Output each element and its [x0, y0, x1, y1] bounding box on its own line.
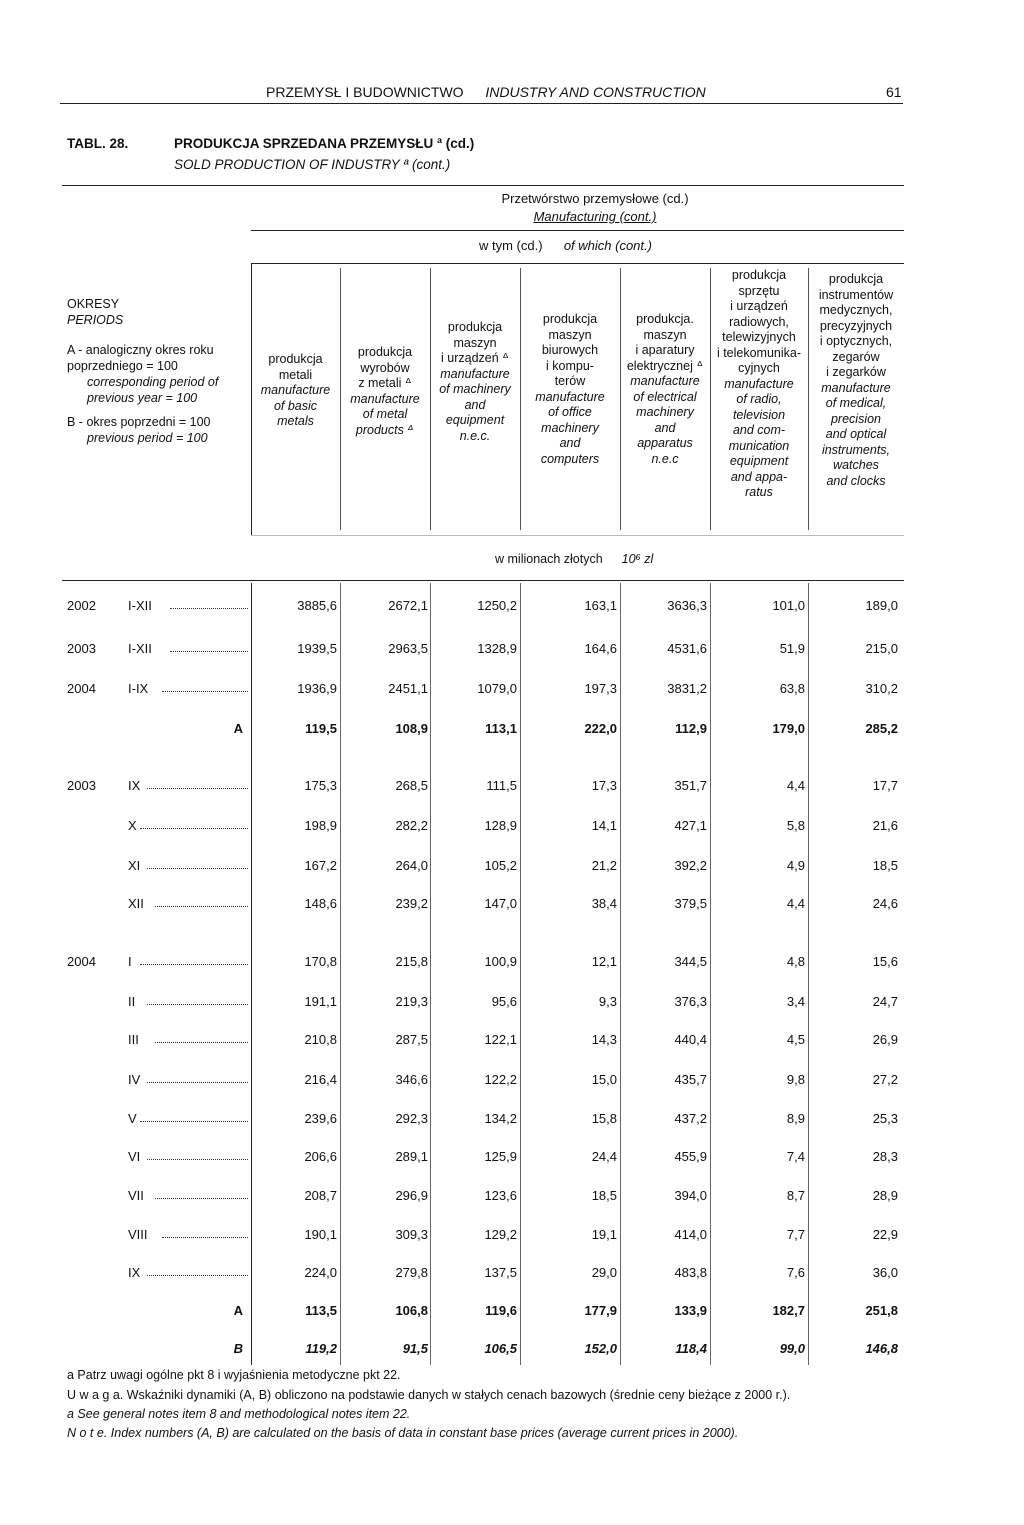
- header-rule: [60, 103, 903, 104]
- table-cell: 219,3: [395, 994, 428, 1009]
- table-cell: 282,2: [395, 818, 428, 833]
- row-leader-dots: [162, 691, 248, 692]
- table-cell: 215,0: [865, 641, 898, 656]
- table-top-rule: [62, 185, 904, 186]
- table-row: [0, 681, 1024, 701]
- table-cell: 4,4: [786, 778, 805, 793]
- row-year: 2002: [67, 598, 96, 613]
- table-cell: 100,9: [484, 954, 517, 969]
- table-cell: 264,0: [395, 858, 428, 873]
- table-cell: 3636,3: [667, 598, 707, 613]
- table-cell: 122,1: [484, 1032, 517, 1047]
- row-period: IX: [128, 1265, 141, 1280]
- table-cell: 134,2: [484, 1111, 517, 1126]
- table-cell: 133,9: [674, 1303, 707, 1318]
- stub-okresy: OKRESY: [67, 297, 120, 311]
- table-cell: 119,6: [485, 1303, 517, 1318]
- table-cell: 147,0: [484, 896, 517, 911]
- stub-periods: PERIODS: [67, 313, 124, 327]
- column-header-en: manufacture of electrical machinery and apparatus n.e.c: [630, 374, 700, 466]
- column-separator-header: [620, 268, 621, 530]
- table-cell: 351,7: [674, 778, 707, 793]
- column-header-pl: produkcja wyrobów z metali ᐞ: [357, 345, 413, 390]
- row-period: I-XII: [128, 598, 152, 613]
- row-leader-dots: [140, 1121, 248, 1122]
- table-number: TABL. 28.: [67, 136, 129, 151]
- table-cell: 2963,5: [388, 641, 428, 656]
- table-cell: 119,2: [305, 1341, 337, 1356]
- table-cell: 106,5: [484, 1341, 517, 1356]
- table-cell: 296,9: [395, 1188, 428, 1203]
- table-cell: 163,1: [584, 598, 617, 613]
- table-cell: 1250,2: [477, 598, 517, 613]
- table-cell: 123,6: [484, 1188, 517, 1203]
- table-cell: 310,2: [865, 681, 898, 696]
- row-leader-dots: [147, 788, 248, 789]
- row-period: I-XII: [128, 641, 152, 656]
- table-cell: 2672,1: [388, 598, 428, 613]
- row-period: X: [128, 818, 137, 833]
- table-row: [0, 954, 1024, 974]
- table-cell: 26,9: [872, 1032, 898, 1047]
- column-header-pl: produkcja metali: [268, 352, 323, 382]
- running-header: [266, 84, 706, 100]
- column-header-pl: produkcja maszyn i urządzeń ᐞ: [441, 320, 509, 365]
- row-leader-dots: [147, 868, 248, 869]
- stub-header: [67, 296, 247, 446]
- table-cell: 146,8: [865, 1341, 898, 1356]
- table-cell: 222,0: [584, 721, 617, 736]
- row-period: II: [128, 994, 136, 1009]
- table-cell: 14,1: [591, 818, 617, 833]
- table-cell: 18,5: [591, 1188, 617, 1203]
- table-row: [0, 641, 1024, 661]
- table-cell: 167,2: [304, 858, 337, 873]
- column-header-7: [808, 272, 904, 489]
- table-cell: 197,3: [584, 681, 617, 696]
- subgroup-pl: w tym (cd.): [479, 238, 543, 253]
- footnote: U w a g a. Wskaźniki dynamiki (A, B) obliczono na podstawie danych w stałych cenach bazowych (średnie ceny bieżące z 2000 r.).: [67, 1388, 791, 1402]
- table-cell: 51,9: [779, 641, 805, 656]
- row-leader-dots: [155, 1042, 248, 1043]
- header-bottom-rule: [62, 580, 904, 581]
- row-period: V: [128, 1111, 137, 1126]
- table-cell: 210,8: [304, 1032, 337, 1047]
- table-cell: 3885,6: [297, 598, 337, 613]
- table-cell: 1939,5: [297, 641, 337, 656]
- table-row: [0, 1341, 1024, 1361]
- column-separator-header: [520, 268, 521, 530]
- unit-label: [495, 552, 653, 566]
- stub-b-pl: B - okres poprzedni = 100: [67, 415, 211, 429]
- table-cell: 28,3: [872, 1149, 898, 1164]
- column-separator-header: [340, 268, 341, 530]
- column-header-4: [520, 312, 620, 467]
- table-cell: 14,3: [591, 1032, 617, 1047]
- table-cell: 101,0: [772, 598, 805, 613]
- row-period: A: [233, 1303, 243, 1318]
- row-year: 2004: [67, 954, 96, 969]
- table-cell: 18,5: [872, 858, 898, 873]
- table-cell: 279,8: [395, 1265, 428, 1280]
- table-cell: 7,6: [786, 1265, 805, 1280]
- column-header-3: [430, 320, 520, 444]
- table-cell: 4,5: [786, 1032, 805, 1047]
- table-cell: 1328,9: [477, 641, 517, 656]
- row-leader-dots: [147, 1159, 248, 1160]
- table-cell: 344,5: [674, 954, 707, 969]
- row-leader-dots: [147, 1082, 248, 1083]
- table-row: [0, 1032, 1024, 1052]
- table-cell: 22,9: [872, 1227, 898, 1242]
- table-cell: 112,9: [675, 721, 707, 736]
- table-row: [0, 721, 1024, 741]
- column-separator-header: [710, 268, 711, 530]
- table-cell: 177,9: [584, 1303, 617, 1318]
- table-row: [0, 1265, 1024, 1285]
- table-cell: 24,6: [872, 896, 898, 911]
- table-cell: 4,4: [786, 896, 805, 911]
- table-cell: 208,7: [304, 1188, 337, 1203]
- row-leader-dots: [162, 1237, 248, 1238]
- table-cell: 24,4: [591, 1149, 617, 1164]
- table-row: [0, 1149, 1024, 1169]
- table-cell: 175,3: [304, 778, 337, 793]
- unit-rule-top: [251, 535, 904, 536]
- column-header-en: manufacture of basic metals: [260, 383, 331, 428]
- table-cell: 111,5: [486, 778, 517, 793]
- column-header-en: manufacture of radio, television and com- munication equipment and appa- ratus: [724, 376, 794, 499]
- table-cell: 108,9: [395, 721, 428, 736]
- table-cell: 24,7: [872, 994, 898, 1009]
- table-cell: 15,6: [872, 954, 898, 969]
- subgroup-en: of which (cont.): [563, 238, 652, 253]
- table-cell: 19,1: [591, 1227, 617, 1242]
- stub-b-en: previous period = 100: [87, 431, 208, 445]
- row-leader-dots: [155, 906, 248, 907]
- column-header-2: [340, 345, 430, 438]
- table-cell: 105,2: [484, 858, 517, 873]
- table-cell: 170,8: [304, 954, 337, 969]
- table-cell: 129,2: [484, 1227, 517, 1242]
- table-cell: 7,4: [786, 1149, 805, 1164]
- table-cell: 379,5: [674, 896, 707, 911]
- table-cell: 152,0: [584, 1341, 617, 1356]
- page-number: 61: [886, 84, 902, 100]
- table-cell: 251,8: [865, 1303, 898, 1318]
- column-header-en: manufacture of office machinery and computers: [535, 389, 605, 466]
- row-period: A: [233, 721, 243, 736]
- table-cell: 99,0: [779, 1341, 805, 1356]
- table-cell: 289,1: [395, 1149, 428, 1164]
- table-cell: 414,0: [674, 1227, 707, 1242]
- table-cell: 29,0: [591, 1265, 617, 1280]
- table-cell: 122,2: [484, 1072, 517, 1087]
- table-cell: 9,8: [786, 1072, 805, 1087]
- column-header-1: [251, 352, 340, 430]
- table-cell: 8,9: [786, 1111, 805, 1126]
- column-header-6: [710, 268, 808, 501]
- table-cell: 4,8: [786, 954, 805, 969]
- row-period: I: [128, 954, 132, 969]
- row-period: XII: [128, 896, 144, 911]
- table-cell: 17,3: [591, 778, 617, 793]
- column-header-pl: produkcja sprzętu i urządzeń radiowych, telewizyjnych i telekomunika- cyjnych: [716, 268, 802, 375]
- column-header-en: manufacture of machinery and equipment n.e.c.: [439, 366, 511, 443]
- table-cell: 15,8: [591, 1111, 617, 1126]
- table-cell: 1936,9: [297, 681, 337, 696]
- column-header-en: manufacture of metal products ᐞ: [350, 391, 420, 437]
- table-cell: 206,6: [304, 1149, 337, 1164]
- row-year: 2004: [67, 681, 96, 696]
- table-cell: 239,2: [395, 896, 428, 911]
- table-cell: 106,8: [395, 1303, 428, 1318]
- stub-a-en: corresponding period of previous year = 100: [87, 375, 219, 405]
- table-cell: 119,5: [305, 721, 337, 736]
- row-year: 2003: [67, 778, 96, 793]
- table-cell: 125,9: [484, 1149, 517, 1164]
- column-separator-header: [430, 268, 431, 530]
- table-cell: 376,3: [674, 994, 707, 1009]
- table-cell: 3831,2: [667, 681, 707, 696]
- table-cell: 285,2: [865, 721, 898, 736]
- row-period: VII: [128, 1188, 144, 1203]
- table-cell: 4531,6: [667, 641, 707, 656]
- table-cell: 440,4: [674, 1032, 707, 1047]
- table-cell: 190,1: [304, 1227, 337, 1242]
- table-row: [0, 896, 1024, 916]
- unit-pl: w milionach złotych: [495, 552, 603, 566]
- row-period: IV: [128, 1072, 141, 1087]
- table-cell: 25,3: [872, 1111, 898, 1126]
- row-period: XI: [128, 858, 141, 873]
- row-leader-dots: [170, 651, 248, 652]
- table-cell: 215,8: [395, 954, 428, 969]
- table-cell: 28,9: [872, 1188, 898, 1203]
- row-leader-dots: [140, 828, 248, 829]
- stub-a-pl: A - analogiczny okres roku poprzedniego = 100: [67, 343, 214, 373]
- column-header-pl: produkcja maszyn biurowych i kompu- terów: [541, 312, 599, 388]
- table-cell: 137,5: [484, 1265, 517, 1280]
- group-rule: [251, 230, 904, 231]
- table-cell: 15,0: [591, 1072, 617, 1087]
- table-cell: 9,3: [598, 994, 617, 1009]
- table-cell: 3,4: [786, 994, 805, 1009]
- table-cell: 118,4: [675, 1341, 707, 1356]
- footnote: N o t e. Index numbers (A, B) are calculated on the basis of data in constant base prices (average current prices in 2000).: [67, 1426, 739, 1440]
- table-cell: 427,1: [674, 818, 707, 833]
- table-row: [0, 1303, 1024, 1323]
- table-cell: 4,9: [786, 858, 805, 873]
- column-header-pl: produkcja. maszyn i aparatury elektrycznej ᐞ: [626, 312, 704, 373]
- footnote: a See general notes item 8 and methodological notes item 22.: [67, 1407, 411, 1421]
- table-row: [0, 1188, 1024, 1208]
- table-cell: 309,3: [395, 1227, 428, 1242]
- group-header-en: Manufacturing (cont.): [533, 209, 657, 224]
- header-section-pl: PRZEMYSŁ I BUDOWNICTWO: [266, 84, 464, 100]
- table-cell: 2451,1: [388, 681, 428, 696]
- table-row: [0, 994, 1024, 1014]
- table-cell: 182,7: [772, 1303, 805, 1318]
- table-cell: 189,0: [865, 598, 898, 613]
- column-header-pl: produkcja instrumentów medycznych, precyzyjnych i optycznych, zegarów i zegarków: [818, 272, 894, 379]
- table-cell: 191,1: [304, 994, 337, 1009]
- table-cell: 292,3: [395, 1111, 428, 1126]
- row-leader-dots: [147, 1275, 248, 1276]
- table-row: [0, 1072, 1024, 1092]
- column-header-5: [620, 312, 710, 467]
- table-cell: 21,6: [872, 818, 898, 833]
- table-cell: 12,1: [591, 954, 617, 969]
- row-leader-dots: [170, 608, 248, 609]
- table-cell: 1079,0: [477, 681, 517, 696]
- table-cell: 435,7: [674, 1072, 707, 1087]
- table-cell: 392,2: [674, 858, 707, 873]
- table-cell: 198,9: [304, 818, 337, 833]
- table-cell: 5,8: [786, 818, 805, 833]
- table-cell: 113,5: [305, 1303, 337, 1318]
- footnote: a Patrz uwagi ogólne pkt 8 i wyjaśnienia metodyczne pkt 22.: [67, 1368, 401, 1382]
- table-cell: 17,7: [872, 778, 898, 793]
- table-row: [0, 598, 1024, 618]
- table-cell: 21,2: [591, 858, 617, 873]
- column-separator-header: [251, 263, 252, 535]
- table-cell: 437,2: [674, 1111, 707, 1126]
- table-cell: 95,6: [491, 994, 517, 1009]
- table-cell: 148,6: [304, 896, 337, 911]
- row-period: III: [128, 1032, 139, 1047]
- table-cell: 128,9: [484, 818, 517, 833]
- table-cell: 394,0: [674, 1188, 707, 1203]
- row-leader-dots: [147, 1004, 248, 1005]
- row-period: B: [233, 1341, 243, 1356]
- table-row: [0, 818, 1024, 838]
- table-row: [0, 858, 1024, 878]
- header-section-en: INDUSTRY AND CONSTRUCTION: [485, 84, 706, 100]
- table-cell: 164,6: [584, 641, 617, 656]
- row-leader-dots: [155, 1198, 248, 1199]
- table-cell: 483,8: [674, 1265, 707, 1280]
- row-period: I-IX: [128, 681, 149, 696]
- subgroup-header: [479, 238, 652, 253]
- table-row: [0, 1227, 1024, 1247]
- table-cell: 216,4: [304, 1072, 337, 1087]
- table-cell: 287,5: [395, 1032, 428, 1047]
- row-period: VIII: [128, 1227, 148, 1242]
- table-cell: 91,5: [402, 1341, 428, 1356]
- table-cell: 179,0: [772, 721, 805, 736]
- row-period: VI: [128, 1149, 141, 1164]
- column-separator-header: [808, 268, 809, 530]
- table-row: [0, 778, 1024, 798]
- table-cell: 7,7: [786, 1227, 805, 1242]
- table-cell: 38,4: [591, 896, 617, 911]
- group-header-pl: Przetwórstwo przemysłowe (cd.): [501, 191, 689, 206]
- table-cell: 63,8: [779, 681, 805, 696]
- table-title-pl: PRODUKCJA SPRZEDANA PRZEMYSŁU ª (cd.): [174, 136, 475, 151]
- subgroup-rule: [251, 263, 904, 264]
- unit-en: 10⁶ zl: [621, 552, 654, 566]
- table-cell: 36,0: [872, 1265, 898, 1280]
- column-header-en: manufacture of medical, precision and optical instruments, watches and clocks: [821, 380, 891, 488]
- row-period: IX: [128, 778, 141, 793]
- table-cell: 455,9: [674, 1149, 707, 1164]
- table-cell: 239,6: [304, 1111, 337, 1126]
- table-title-en: SOLD PRODUCTION OF INDUSTRY ª (cont.): [174, 157, 451, 172]
- table-cell: 8,7: [786, 1188, 805, 1203]
- table-cell: 113,1: [485, 721, 517, 736]
- table-cell: 27,2: [872, 1072, 898, 1087]
- table-cell: 224,0: [304, 1265, 337, 1280]
- row-leader-dots: [140, 964, 248, 965]
- table-cell: 346,6: [395, 1072, 428, 1087]
- table-cell: 268,5: [395, 778, 428, 793]
- table-row: [0, 1111, 1024, 1131]
- row-year: 2003: [67, 641, 96, 656]
